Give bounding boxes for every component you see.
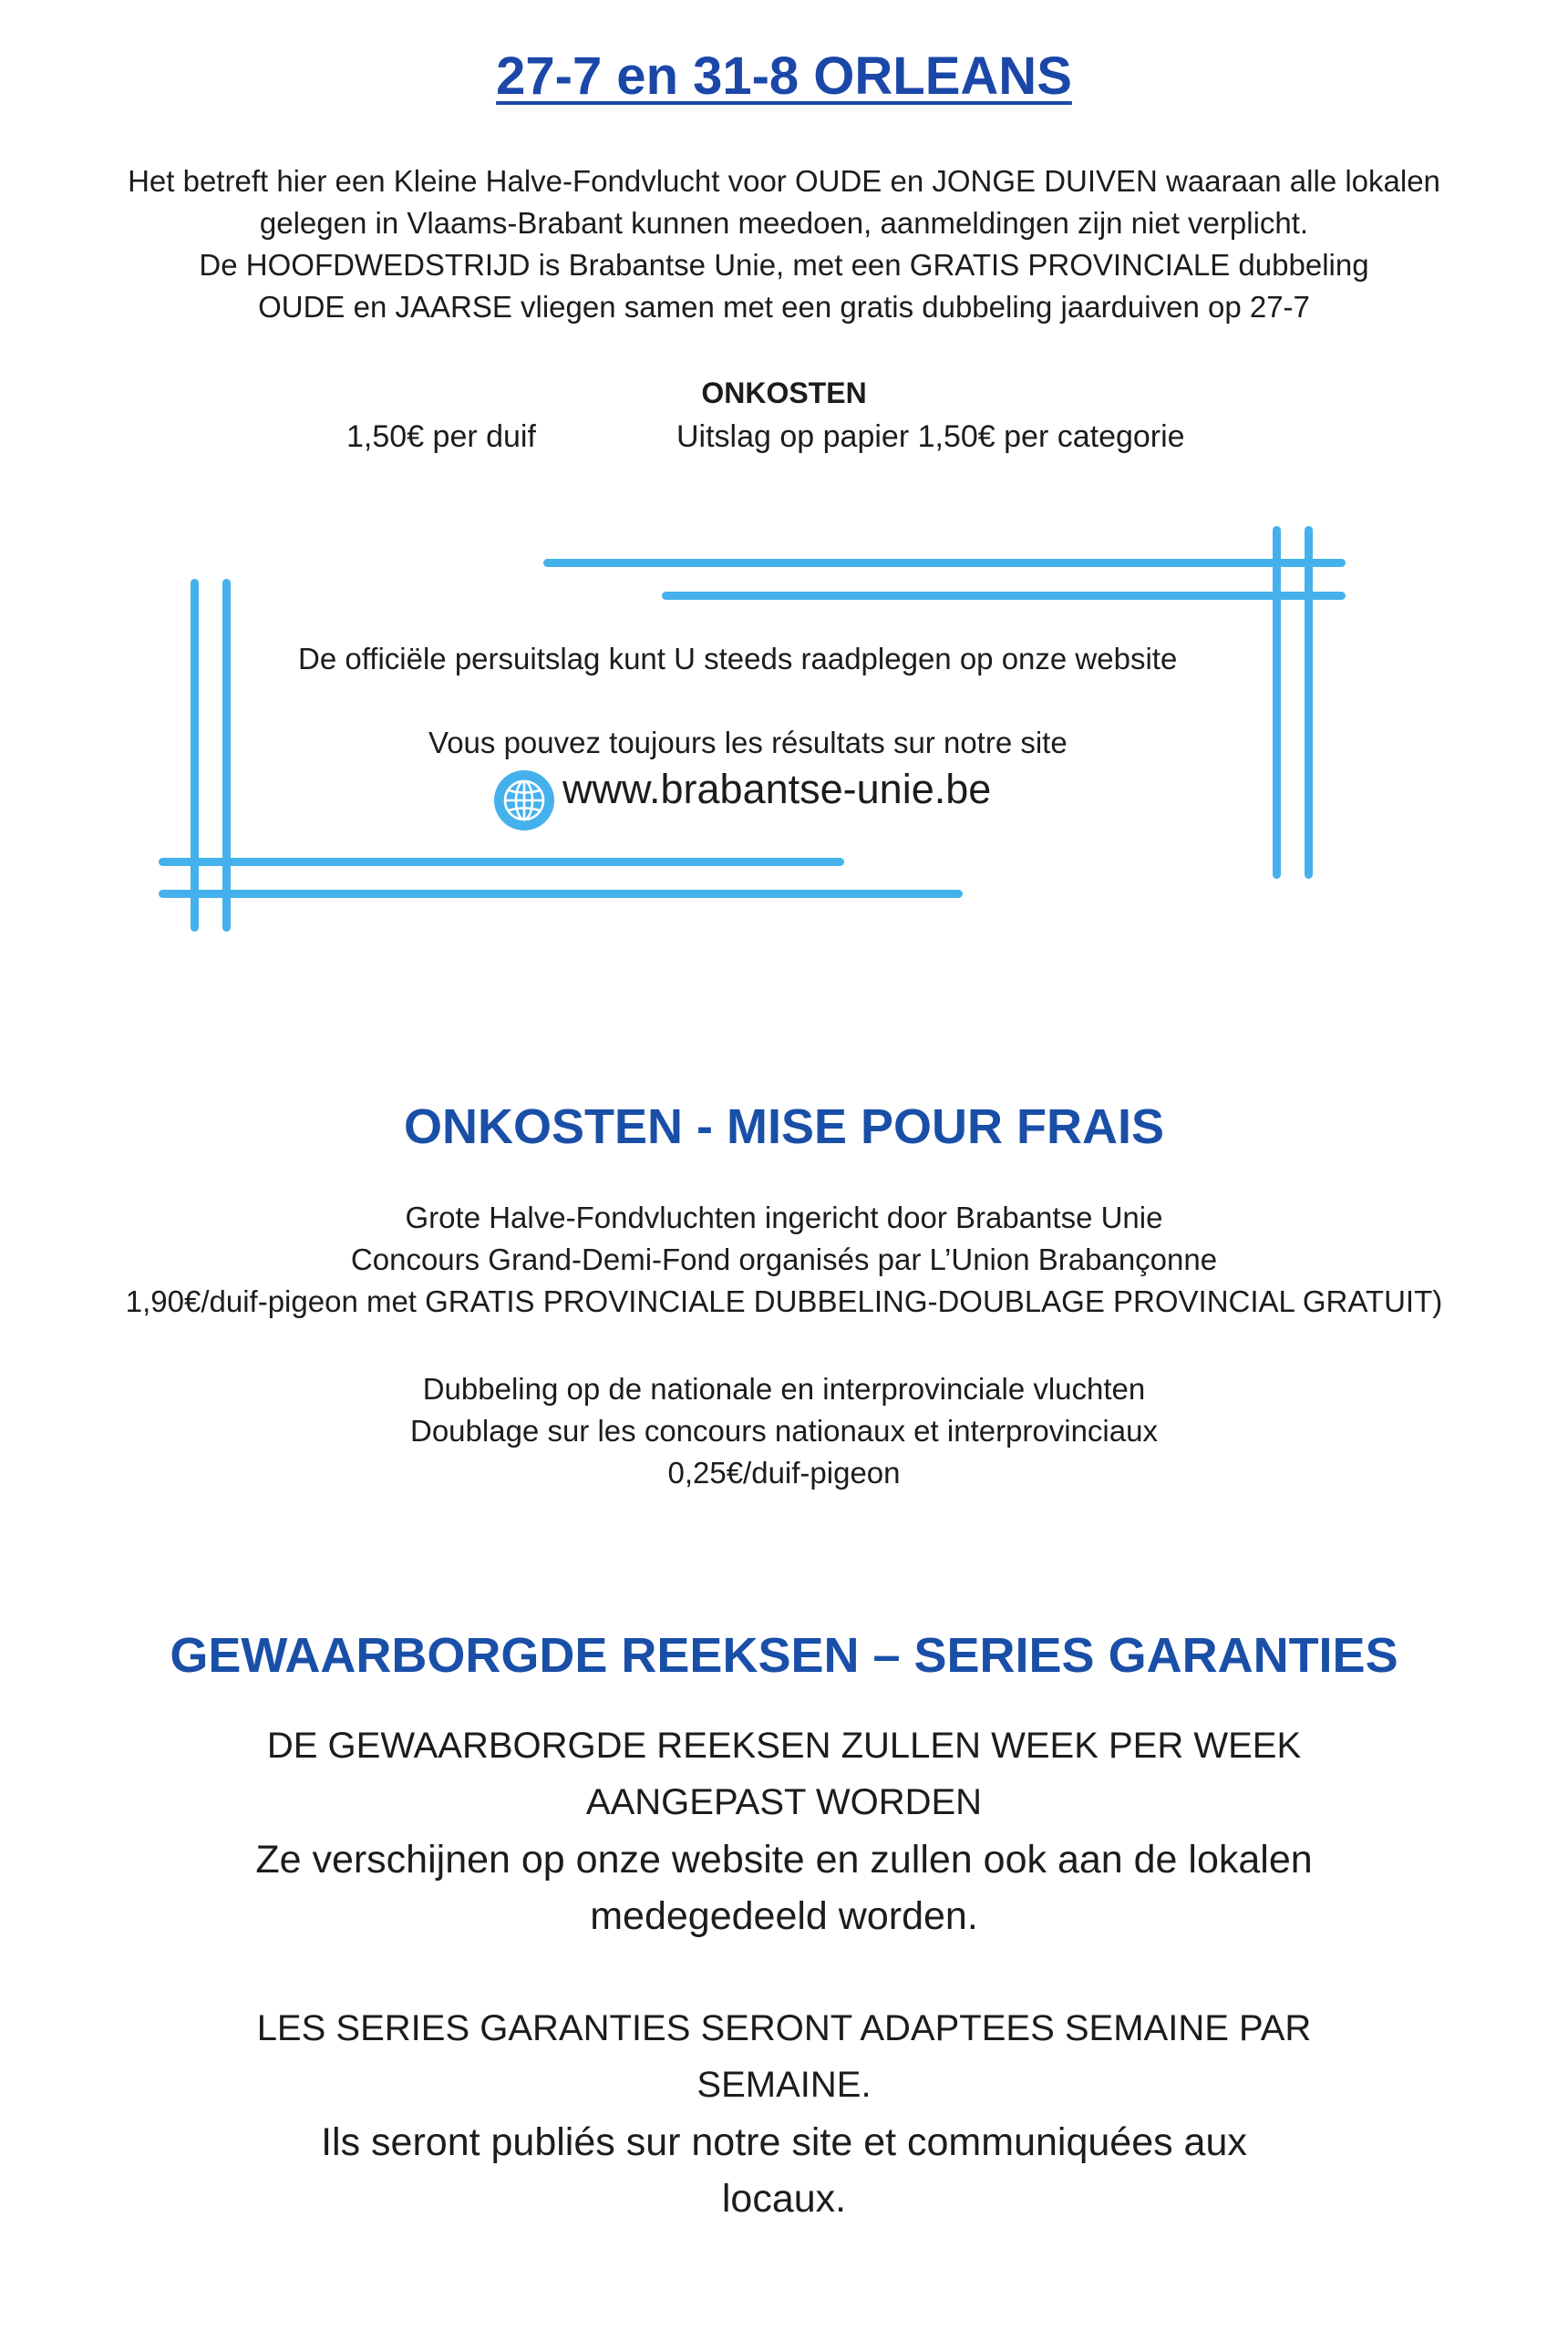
frame-line bbox=[662, 592, 1346, 600]
intro-line-1: Het betreft hier een Kleine Halve-Fondvlucht voor OUDE en JONGE DUIVEN waaraan alle lokalen bbox=[128, 164, 1440, 198]
website-link[interactable]: www.brabantse-unie.be bbox=[562, 766, 992, 812]
costs-line-1: Grote Halve-Fondvluchten ingericht door Brabantse Unie bbox=[405, 1201, 1163, 1234]
series-nl-line-1: DE GEWAARBORGDE REEKSEN ZULLEN WEEK PER WEEK bbox=[266, 1726, 1302, 1766]
series-nl-line-4: medegedeeld worden. bbox=[590, 1894, 978, 1938]
frame-line bbox=[1305, 526, 1313, 879]
frame-line bbox=[1273, 526, 1281, 879]
frame-line bbox=[222, 579, 231, 932]
website-line-nl: De officiële persuitslag kunt U steeds raadplegen op onze website bbox=[298, 642, 1178, 675]
series-nl-line-3: Ze verschijnen op onze website en zullen ook aan de lokalen bbox=[255, 1838, 1313, 1882]
doubling-line-2: Doublage sur les concours nationaux et interprovinciaux bbox=[410, 1414, 1158, 1448]
intro-line-2: gelegen in Vlaams-Brabant kunnen meedoen, aanmeldingen zijn niet verplicht. bbox=[259, 206, 1309, 240]
cost-per-bird: 1,50€ per duif bbox=[346, 419, 536, 454]
costs-heading: ONKOSTEN bbox=[701, 376, 867, 409]
series-fr-line-3: Ils seront publiés sur notre site et communiquées aux bbox=[321, 2120, 1247, 2164]
doubling-line-1: Dubbeling op de nationale en interprovinciale vluchten bbox=[422, 1372, 1146, 1406]
page-title: 27-7 en 31-8 ORLEANS bbox=[496, 46, 1072, 106]
doubling-price: 0,25€/duif-pigeon bbox=[667, 1456, 901, 1490]
frame-line bbox=[159, 858, 844, 866]
section-heading-costs: ONKOSTEN - MISE POUR FRAIS bbox=[403, 1099, 1165, 1154]
intro-line-3: De HOOFDWEDSTRIJD is Brabantse Unie, met een GRATIS PROVINCIALE dubbeling bbox=[199, 248, 1369, 282]
website-line-fr: Vous pouvez toujours les résultats sur notre site bbox=[428, 726, 1068, 759]
costs-line-2: Concours Grand-Demi-Fond organisés par L’Union Brabançonne bbox=[350, 1243, 1218, 1276]
globe-icon bbox=[494, 770, 554, 830]
costs-line-3: 1,90€/duif-pigeon met GRATIS PROVINCIALE DUBBELING-DOUBLAGE PROVINCIAL GRATUIT) bbox=[125, 1284, 1443, 1318]
section-heading-series: GEWAARBORGDE REEKSEN – SERIES GARANTIES bbox=[170, 1628, 1398, 1683]
series-fr-line-1: LES SERIES GARANTIES SERONT ADAPTEES SEMAINE PAR bbox=[256, 2008, 1312, 2048]
cost-paper-results: Uitslag op papier 1,50€ per categorie bbox=[676, 419, 1185, 454]
series-fr-line-2: SEMAINE. bbox=[696, 2065, 872, 2105]
frame-line bbox=[543, 559, 1346, 567]
frame-line bbox=[191, 579, 199, 932]
series-fr-line-4: locaux. bbox=[721, 2177, 847, 2221]
series-nl-line-2: AANGEPAST WORDEN bbox=[585, 1782, 983, 1822]
intro-line-4: OUDE en JAARSE vliegen samen met een gratis dubbeling jaarduiven op 27-7 bbox=[258, 290, 1310, 324]
frame-line bbox=[159, 890, 963, 898]
